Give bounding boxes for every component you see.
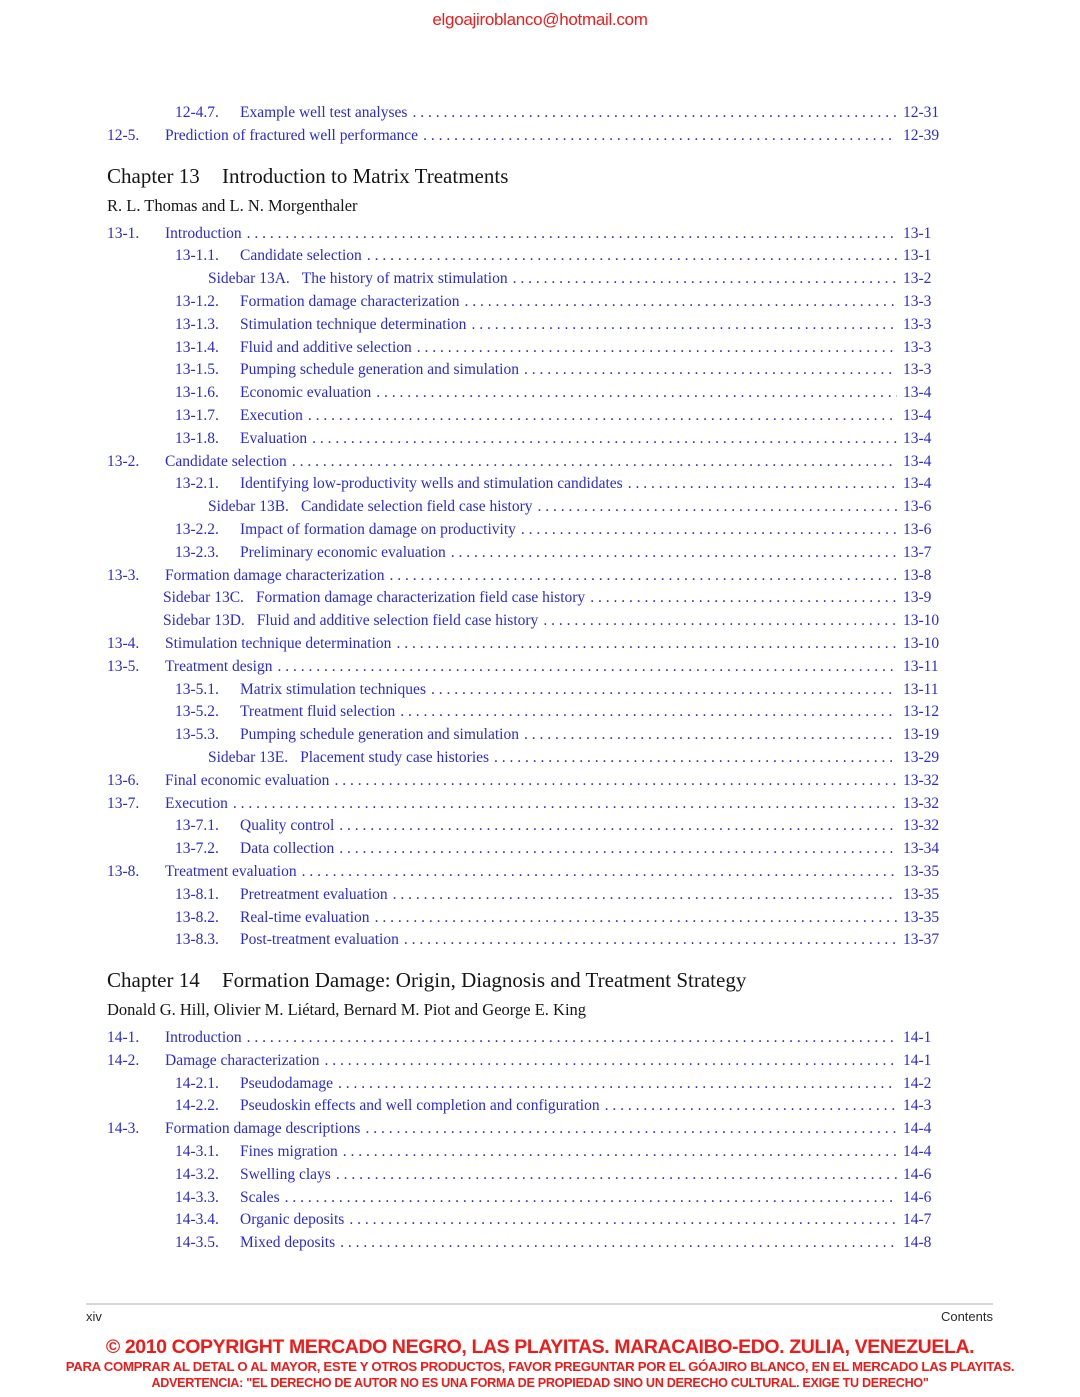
entry-number: 14-3.3. (175, 1188, 219, 1206)
entry-number: 13-2.1. (175, 475, 219, 493)
entry-number: 13-4. (107, 634, 140, 652)
toc-entry (107, 405, 953, 428)
toc-entry (107, 519, 953, 542)
dot-leader (324, 1050, 897, 1073)
entry-page-number: 13-19 (903, 726, 940, 744)
dot-leader (431, 679, 897, 702)
dot-leader (278, 656, 898, 679)
entry-title: Pumping schedule generation and simulation (240, 361, 519, 379)
watermark-email: elgoajiroblanco@hotmail.com (432, 10, 648, 29)
entry-page-number: 13-4 (903, 406, 932, 424)
toc-entry (107, 125, 953, 148)
entry-title: Execution (165, 794, 228, 812)
entry-page-number: 13-37 (903, 931, 940, 949)
dot-leader (339, 815, 897, 838)
entry-number: 13-1.4. (175, 338, 219, 356)
entry-page-number: 13-3 (903, 361, 932, 379)
entry-page-number: 13-6 (903, 520, 932, 538)
dot-leader (340, 1232, 897, 1255)
chapter-13-authors: R. L. Thomas and L. N. Morgenthaler (107, 195, 358, 215)
dot-leader (339, 838, 897, 861)
dot-leader (464, 291, 897, 314)
dot-leader (375, 907, 897, 930)
entry-title: Fluid and additive selection field case history (256, 612, 539, 630)
entry-page-number: 14-4 (903, 1120, 932, 1138)
toc-entry (107, 565, 953, 588)
entry-number: Sidebar 13B. (208, 498, 289, 516)
dot-leader (247, 1027, 897, 1050)
toc-entry (107, 337, 953, 360)
entry-page-number: 12-39 (903, 126, 940, 144)
toc-entry (107, 1027, 953, 1050)
dot-leader (349, 1209, 897, 1232)
entry-title: Swelling clays (240, 1165, 331, 1183)
entry-page-number: 13-35 (903, 862, 940, 880)
entry-number: Sidebar 13D. (163, 612, 245, 630)
entry-number: 14-3. (107, 1120, 140, 1138)
entry-number: 13-2. (107, 452, 140, 470)
entry-page-number: 14-8 (903, 1234, 932, 1252)
entry-number: 13-1. (107, 224, 140, 242)
entry-title: Stimulation technique determination (240, 315, 467, 333)
chapter-13-entries (107, 223, 953, 953)
entry-page-number: 13-32 (903, 794, 940, 812)
dot-leader (524, 724, 897, 747)
entry-number: 13-8.2. (175, 908, 219, 926)
toc-entry (107, 1187, 953, 1210)
dot-leader (417, 337, 897, 360)
entry-number: 13-5. (107, 657, 140, 675)
toc-entry (107, 542, 953, 565)
entry-title: Fines migration (240, 1143, 338, 1161)
footer-divider (86, 1303, 993, 1305)
toc-entry (107, 1050, 953, 1073)
entry-page-number: 13-3 (903, 338, 932, 356)
entry-number: 13-1.3. (175, 315, 219, 333)
toc-entry (107, 907, 953, 930)
entry-number: 13-5.2. (175, 703, 219, 721)
entry-number: 13-7. (107, 794, 140, 812)
entry-page-number: 14-2 (903, 1074, 932, 1092)
entry-title: Identifying low-productivity wells and stimulation candidates (240, 475, 623, 493)
dot-leader (590, 587, 897, 610)
toc-entry (107, 861, 953, 884)
entry-title: Candidate selection (240, 247, 362, 265)
copyright-line-1: © 2010 COPYRIGHT MERCADO NEGRO, LAS PLAYITAS. MARACAIBO-EDO. ZULIA, VENEZUELA. (105, 1336, 975, 1358)
entry-page-number: 13-11 (903, 657, 939, 675)
entry-title: Placement study case histories (300, 748, 490, 766)
entry-title: Execution (240, 406, 303, 424)
toc-entry (107, 1095, 953, 1118)
entry-number: 13-5.1. (175, 680, 219, 698)
entry-number: 13-1.2. (175, 292, 219, 310)
entry-number: 14-3.4. (175, 1211, 219, 1229)
entry-title: Formation damage descriptions (165, 1120, 361, 1138)
entry-page-number: 14-1 (903, 1051, 932, 1069)
toc-leading-entries (107, 102, 953, 148)
entry-title: Treatment design (165, 657, 273, 675)
dot-leader (543, 610, 897, 633)
toc-entry (107, 291, 953, 314)
dot-leader (400, 701, 897, 724)
toc-entry (107, 656, 953, 679)
dot-leader (308, 405, 897, 428)
entry-page-number: 13-11 (903, 680, 939, 698)
entry-page-number: 13-32 (903, 817, 940, 835)
entry-number: Sidebar 13E. (208, 748, 289, 766)
entry-title: Candidate selection field case history (300, 498, 533, 516)
copyright-line-2: PARA COMPRAR AL DETAL O AL MAYOR, ESTE Y OTROS PRODUCTOS, FAVOR PREGUNTAR POR EL GÓAJIRO BLANCO, EN EL MERCADO LAS PLAYITAS. (65, 1359, 1015, 1374)
entry-title: Formation damage characterization field case history (255, 589, 586, 607)
entry-title: Fluid and additive selection (240, 338, 412, 356)
entry-number: 13-1.8. (175, 429, 219, 447)
entry-page-number: 13-35 (903, 885, 940, 903)
toc-entry (107, 884, 953, 907)
entry-page-number: 13-1 (903, 224, 932, 242)
entry-title: Preliminary economic evaluation (240, 543, 446, 561)
entry-page-number: 13-32 (903, 771, 940, 789)
entry-title: Quality control (240, 817, 335, 835)
entry-number: 13-8.1. (175, 885, 219, 903)
dot-leader (334, 770, 897, 793)
entry-page-number: 13-2 (903, 270, 932, 288)
entry-page-number: 14-1 (903, 1029, 932, 1047)
toc-entry (107, 1141, 953, 1164)
dot-leader (396, 633, 897, 656)
dot-leader (338, 1073, 897, 1096)
dot-leader (404, 929, 897, 952)
toc-entry (107, 451, 953, 474)
dot-leader (343, 1141, 897, 1164)
folio-page-number: xiv (86, 1309, 102, 1324)
entry-page-number: 13-34 (903, 840, 940, 858)
entry-page-number: 14-6 (903, 1165, 932, 1183)
chapter-13-label: Chapter 13 (107, 163, 200, 188)
entry-number: 13-6. (107, 771, 140, 789)
dot-leader (451, 542, 897, 565)
toc-entry (107, 815, 953, 838)
entry-title: Mixed deposits (240, 1234, 336, 1252)
toc-entry (107, 1209, 953, 1232)
entry-title: Organic deposits (240, 1211, 345, 1229)
entry-title: Impact of formation damage on productivity (240, 520, 516, 538)
toc-entry (107, 633, 953, 656)
entry-page-number: 14-7 (903, 1211, 932, 1229)
toc-entry (107, 793, 953, 816)
chapter-14-title: Formation Damage: Origin, Diagnosis and Treatment Strategy (221, 968, 747, 993)
entry-number: 13-7.2. (175, 840, 219, 858)
entry-page-number: 13-6 (903, 498, 932, 516)
watermark-email-header (0, 0, 1080, 30)
entry-page-number: 13-29 (903, 748, 940, 766)
entry-title: Scales (240, 1188, 280, 1206)
chapter-14-heading (107, 968, 953, 993)
toc-entry (107, 701, 953, 724)
toc-entry (107, 724, 953, 747)
entry-page-number: 13-1 (903, 247, 932, 265)
entry-title: Economic evaluation (240, 384, 372, 402)
entry-number: 13-1.5. (175, 361, 219, 379)
entry-page-number: 14-6 (903, 1188, 932, 1206)
toc-entry (107, 382, 953, 405)
toc-entry (107, 359, 953, 382)
entry-title: Introduction (165, 1029, 242, 1047)
entry-title: Stimulation technique determination (165, 634, 392, 652)
toc-entry (107, 1118, 953, 1141)
entry-number: 13-8.3. (175, 931, 219, 949)
entry-number: 13-1.7. (175, 406, 219, 424)
entry-number: 13-2.3. (175, 543, 219, 561)
entry-number: 12-4.7. (175, 104, 219, 121)
entry-title: Prediction of fractured well performance (165, 126, 419, 144)
dot-leader (302, 861, 897, 884)
dot-leader (521, 519, 897, 542)
dot-leader (285, 1187, 897, 1210)
entry-number: 14-2. (107, 1051, 140, 1069)
dot-leader (524, 359, 897, 382)
dot-leader (233, 793, 897, 816)
footer-section-label: Contents (940, 1309, 993, 1324)
entry-page-number: 12-31 (903, 104, 940, 121)
copyright-line-3: ADVERTENCIA: "EL DERECHO DE AUTOR NO ES UNA FORMA DE PROPIEDAD SINO UN DERECHO CULTURAL. EXIGE TU DERECHO" (151, 1376, 929, 1390)
chapter-14-label: Chapter 14 (107, 968, 200, 993)
entry-page-number: 13-10 (903, 634, 940, 652)
dot-leader (513, 268, 897, 291)
dot-leader (247, 223, 897, 246)
dot-leader (376, 382, 897, 405)
entry-page-number: 13-12 (903, 703, 940, 721)
toc-entry (107, 496, 953, 519)
toc-entry (107, 473, 953, 496)
toc-entry (107, 679, 953, 702)
entry-page-number: 13-4 (903, 384, 932, 402)
chapter-14-section (107, 968, 953, 1255)
entry-page-number: 13-7 (903, 543, 932, 561)
dot-leader (365, 1118, 897, 1141)
toc-entry (107, 314, 953, 337)
toc-entry (107, 587, 953, 610)
toc-entry (107, 610, 953, 633)
entry-page-number: 13-4 (903, 429, 932, 447)
toc-entry (107, 1232, 953, 1255)
entry-number: Sidebar 13C. (163, 589, 244, 607)
dot-leader (605, 1095, 897, 1118)
toc-entry (107, 929, 953, 952)
toc-entry (107, 1164, 953, 1187)
entry-title: Final economic evaluation (165, 771, 330, 789)
entry-title: Formation damage characterization (165, 566, 385, 584)
entry-number: 14-2.2. (175, 1097, 219, 1115)
toc-entry (107, 268, 953, 291)
entry-title: Damage characterization (165, 1051, 320, 1069)
entry-number: 13-5.3. (175, 726, 219, 744)
entry-title: Pretreatment evaluation (240, 885, 388, 903)
chapter-13-heading (107, 164, 953, 189)
dot-leader (423, 125, 897, 148)
entry-number: 13-3. (107, 566, 140, 584)
toc-entry (107, 428, 953, 451)
dot-leader (312, 428, 897, 451)
dot-leader (336, 1164, 897, 1187)
entry-number: 14-2.1. (175, 1074, 219, 1092)
entry-title: Formation damage characterization (240, 292, 460, 310)
chapter-14-authors: Donald G. Hill, Olivier M. Liétard, Bernard M. Piot and George E. King (107, 1000, 587, 1020)
entry-title: Introduction (165, 224, 242, 242)
toc-entry (107, 245, 953, 268)
entry-page-number: 13-35 (903, 908, 940, 926)
dot-leader (393, 884, 897, 907)
toc-entry (107, 747, 953, 770)
dot-leader (389, 565, 897, 588)
entry-number: 13-1.6. (175, 384, 219, 402)
entry-title: Treatment evaluation (165, 862, 297, 880)
dot-leader (471, 314, 897, 337)
toc-entry (107, 102, 953, 125)
page-footer (86, 1303, 993, 1324)
table-of-contents (107, 102, 953, 1255)
dot-leader (292, 451, 897, 474)
entry-title: Treatment fluid selection (240, 703, 396, 721)
chapter-14-entries (107, 1027, 953, 1255)
entry-page-number: 13-10 (903, 612, 940, 630)
entry-number: 13-7.1. (175, 817, 219, 835)
entry-page-number: 13-4 (903, 475, 932, 493)
dot-leader (538, 496, 898, 519)
entry-title: Data collection (240, 840, 335, 858)
entry-title: Matrix stimulation techniques (240, 680, 426, 698)
copyright-stamp (0, 1336, 1080, 1391)
entry-page-number: 13-9 (903, 589, 932, 607)
entry-title: Candidate selection (165, 452, 287, 470)
entry-number: 13-2.2. (175, 520, 219, 538)
entry-title: Real-time evaluation (240, 908, 370, 926)
toc-entry (107, 770, 953, 793)
entry-title: Pumping schedule generation and simulation (240, 726, 519, 744)
entry-title: Pseudoskin effects and well completion and configuration (240, 1097, 600, 1115)
dot-leader (494, 747, 897, 770)
entry-number: 14-3.1. (175, 1143, 219, 1161)
dot-leader (628, 473, 897, 496)
entry-number: Sidebar 13A. (208, 270, 290, 288)
chapter-13-title: Introduction to Matrix Treatments (221, 163, 509, 188)
entry-page-number: 13-3 (903, 315, 932, 333)
entry-number: 14-3.2. (175, 1165, 219, 1183)
entry-page-number: 14-4 (903, 1143, 932, 1161)
entry-page-number: 14-3 (903, 1097, 932, 1115)
entry-title: The history of matrix stimulation (301, 270, 508, 288)
entry-number: 13-8. (107, 862, 140, 880)
entry-number: 12-5. (107, 126, 140, 144)
dot-leader (367, 245, 897, 268)
toc-entry (107, 838, 953, 861)
entry-title: Pseudodamage (240, 1074, 333, 1092)
entry-title: Evaluation (240, 429, 308, 447)
entry-page-number: 13-8 (903, 566, 932, 584)
entry-page-number: 13-4 (903, 452, 932, 470)
entry-page-number: 13-3 (903, 292, 932, 310)
entry-number: 14-1. (107, 1029, 140, 1047)
toc-entry (107, 223, 953, 246)
entry-number: 14-3.5. (175, 1234, 219, 1252)
dot-leader (412, 102, 897, 125)
entry-number: 13-1.1. (175, 247, 219, 265)
chapter-13-section (107, 164, 953, 953)
entry-title: Example well test analyses (240, 104, 408, 121)
toc-entry (107, 1073, 953, 1096)
entry-title: Post-treatment evaluation (240, 931, 399, 949)
